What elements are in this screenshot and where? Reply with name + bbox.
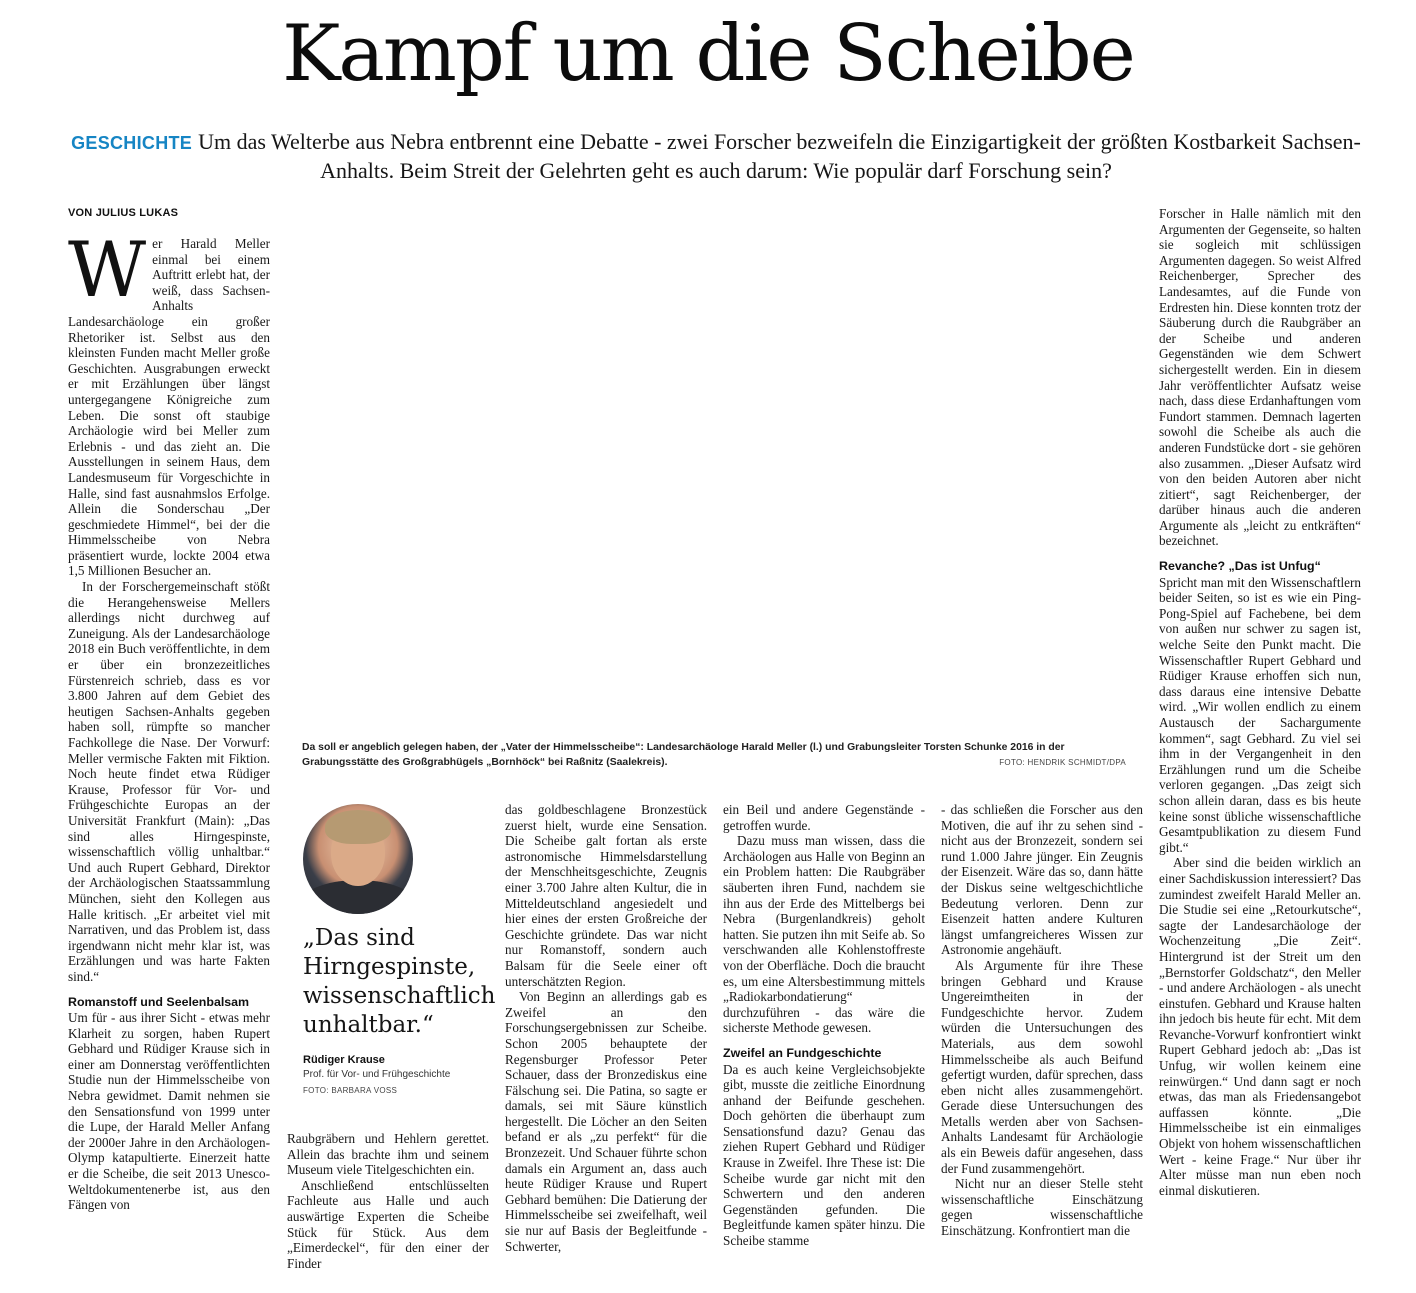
quote-credit: FOTO: BARBARA VOSS bbox=[303, 1086, 398, 1095]
byline: VON JULIUS LUKAS bbox=[68, 207, 179, 219]
column-5 bbox=[941, 802, 1143, 1239]
paragraph: Forscher in Halle nämlich mit den Argumenten der Gegenseite, so halten sie sogleich mit schlüssigen Argumenten dagegen. So weist Alfred Reichenberger, Sprecher des Landesamtes, auf die Funde von Erdresten hin. Diese konnten trotz der Säuberung durch die Raubgräber an der Scheibe und anderen Gegenständen wie dem Schwert sichergestellt werden. Ein in diesem Jahr veröffentlichter Aufsatz weise nach, dass diese Erdanhaftungen vom Fundort stammen. Demnach lagerten sowohl die Scheibe als auch die anderen Fundstücke dort - sie gehören also zusammen. „Dieser Aufsatz wird von den beiden Autoren aber nicht zitiert“, sagt Reichenberger, der darüber hinaus auch die anderen Argumente als „leicht zu entkräften“ bezeichnet. bbox=[1159, 206, 1361, 549]
column-3 bbox=[505, 802, 707, 1254]
kicker: GESCHICHTE bbox=[71, 133, 193, 153]
portrait-photo bbox=[303, 804, 413, 914]
paragraph: Um für - aus ihrer Sicht - etwas mehr Klarheit zu sorgen, haben Rupert Gebhard und Rüdiger Krause sich in einer am Donnerstag veröffentlichten Studie nun der Himmelsscheibe von Nebra gewidmet. Damit nehmen sie den Sensationsfund von 1999 unter die Lupe, der Harald Meller Anfang der 2000er Jahre in den Archäologen-Olymp katapultierte. Einerzeit hatte er die Scheibe, die seit 2013 Unesco-Weltdokumentenerbe ist, aus den Fängen von bbox=[68, 1010, 270, 1213]
column-4 bbox=[723, 802, 925, 1249]
paragraph: Anschließend entschlüsselten Fachleute aus Halle und auch auswärtige Experten die Scheibe Stück für Stück. Aus dem „Eimerdeckel“, für den einer der Finder bbox=[287, 1177, 489, 1271]
quote-role: Prof. für Vor- und Frühgeschichte bbox=[303, 1069, 451, 1080]
paragraph: er Harald Meller einmal bei einem Auftritt erlebt hat, der weiß, dass Sachsen-Anhalts Landesarchäologe ein großer Rhetoriker ist. Selbst aus den kleinsten Funden macht Meller große Geschichten. Ausgrabungen erweckt er mit Erzählungen über längst untergegangene Königreiche zum Leben. Die sonst oft staubige Archäologie wird bei Meller zum Erlebnis - und das zieht an. Die Ausstellungen in seinem Haus, dem Landesmuseum für Vorgeschichte in Halle, sind fast ausnahmslos Erfolge. Allein die Sonderschau „Der geschmiedete Himmel“, bei der die Himmelsscheibe von Nebra präsentiert wurde, lockte 2004 etwa 1,5 Millionen Besucher an. bbox=[68, 236, 270, 579]
headline: Kampf um die Scheibe bbox=[282, 9, 1134, 99]
paragraph: Da es auch keine Vergleichsobjekte gibt, musste die zeitliche Einordnung anhand der Beifunde geschehen. Doch gehörten die überhaupt zum Sensationsfund dazu? Genau das ziehen Rupert Gebhard und Rüdiger Krause in Zweifel. Ihre These ist: Die Scheibe wurde gar nicht mit den Schwertern und den anderen Gegenständen gefunden. Die Begleitfunde kamen später hinzu. Die Scheibe stamme bbox=[723, 1061, 925, 1249]
drop-cap: W bbox=[68, 225, 147, 314]
paragraph: das goldbeschlagene Bronzestück zuerst hielt, wurde eine Sensation. Die Scheibe galt fortan als erste astronomische Himmelsdarstellung der Menschheitsgeschichte, Zeugnis einer 3.700 Jahre alten Kultur, die in Mitteldeutschland angesiedelt und hier eines der ersten Großreiche der Geschichte gründete. Das war nicht nur Romanstoff, sondern auch Balsam für die Seele einer oft unterschätzten Region. bbox=[505, 802, 707, 989]
paragraph: Dazu muss man wissen, dass die Archäologen aus Halle von Beginn an ein Problem hatten: Die Raubgräber säuberten ihren Fund, nachdem sie ihn aus der Erde des Mittelbergs bei Nebra (Burgenlandkreis) geholt hatten. Sie putzen ihn mit Seife ab. So verschwanden alle Kohlenstoffreste von der Oberfläche. Doch die braucht es, um eine Altersbestimmung mittels „Radiokarbondatierung“ durchzuführen - das wäre die sicherste Methode gewesen. bbox=[723, 833, 925, 1036]
paragraph: In der Forschergemeinschaft stößt die Herangehensweise Mellers allerdings nicht durchweg auf Zuneigung. Als der Landesarchäologe 2018 ein Buch veröffentlichte, in dem er über ein bronzezeitliches Fürstenreich schrieb, dass es vor 3.800 Jahren auf dem Gebiet des heutigen Sachsen-Anhalts gegeben haben soll, rümpfte so mancher Fachkollege die Nase. Der Vorwurf: Meller vermische Fakten mit Fiktion. Noch heute findet etwa Rüdiger Krause, Professor für Vor- und Frühgeschichte Europas an der Universität Frankfurt (Main): „Das sind alles Hirngespinste, wissenschaftlich völlig unhaltbar.“ Und auch Rupert Gebhard, Direktor der Archäologischen Staatssammlung München, sieht den Kollegen aus Halle kritisch. „Er arbeitet viel mit Narrativen, und das Problem ist, dass irgendwann nicht mehr klar ist, was Erzählungen und was harte Fakten sind.“ bbox=[68, 579, 270, 984]
paragraph: ein Beil und andere Gegenstände - getroffen wurde. bbox=[723, 802, 925, 833]
paragraph: - das schließen die Forscher aus den Motiven, die auf ihr zu sehen sind - nicht aus der Bronzezeit, sondern sei rund 1.000 Jahre jünger. Ein Zeugnis der Eisenzeit. Wäre das so, dann hätte der Diskus seine weltgeschichtliche Bedeutung verloren. Denn zur Eisenzeit hatten andere Kulturen längst umfangreicheres Wissen zur Astronomie angehäuft. bbox=[941, 802, 1143, 958]
paragraph: Spricht man mit den Wissenschaftlern beider Seiten, so ist es wie ein Ping-Pong-Spiel auf Fachebene, bei dem von außen nur schwer zu sagen ist, welche Seite den Punkt macht. Die Wissenschaftler Rupert Gebhard und Rüdiger Krause erhoffen sich nun, dass daraus eine intensive Debatte wird. „Wir wollen endlich zu einem Austausch der Sachargumente kommen“, sagt Gebhard. Zu viel sei ihm in der Vergangenheit in den Erzählungen rund um die Scheibe verloren gegangen. „Das zeigt sich schon allein daran, dass es bis heute keine sonst übliche wissenschaftliche Gesamtpublikation zu diesem Fund gibt.“ bbox=[1159, 574, 1361, 855]
pull-quote: „Das sind Hirngespinste, wissenschaftlich unhaltbar.“ bbox=[303, 925, 496, 1038]
column-2 bbox=[287, 1131, 489, 1271]
teaser-text: Um das Welterbe aus Nebra entbrennt eine Debatte - zwei Forscher bezweifeln die Einzigartigkeit der größten Kostbarkeit Sachsen-Anhalts. Beim Streit der Gelehrten geht es auch darum: Wie populär darf Forschung sein? bbox=[198, 129, 1361, 183]
paragraph: Nicht nur an dieser Stelle steht wissenschaftliche Einschätzung gegen wissenschaftliche Einschätzung. Konfrontiert man die bbox=[941, 1176, 1143, 1239]
column-6 bbox=[1159, 206, 1361, 1198]
portrait-hair bbox=[325, 810, 391, 844]
column-1 bbox=[68, 225, 270, 1213]
subheading: Revanche? „Das ist Unfug“ bbox=[1159, 559, 1321, 574]
article-photo bbox=[300, 206, 1142, 734]
paragraph: Aber sind die beiden wirklich an einer Sachdiskussion interessiert? Das zumindest zweifelt Harald Meller an. Die Studie sei eine „Retourkutsche“, sagte der Landesarchäologe der Wochenzeitung „Die Zeit“. Hintergrund ist der Streit um den „Bernstorfer Goldschatz“, den Meller - und andere Archäologen - als unecht einstufen. Gebhard und Krause halten ihn jedoch bis heute für echt. Mit dem Revanche-Vorwurf konfrontiert winkt Rupert Gebhard jedoch ab: „Das ist Unfug, wir wollen keinem eine reinwürgen.“ Und dann sagt er noch etwas, das man als Friedensangebot auffassen könnte. „Die Himmelsscheibe ist ein einmaliges Objekt von hohem wissenschaftlichen Wert - keine Frage.“ Nur über ihr Alter müsse man nun eben noch einmal diskutieren. bbox=[1159, 855, 1361, 1198]
teaser bbox=[66, 128, 1366, 185]
photo-caption: Da soll er angeblich gelegen haben, der „Vater der Himmelsscheibe“: Landesarchäologe Harald Meller (l.) und Grabungsleiter Torsten Schunke 2016 in der Grabungsstätte des Großgrabhügels „Bornhöck“ bei Raßnitz (Saalekreis). bbox=[302, 742, 1065, 768]
subheading: Romanstoff und Seelenbalsam bbox=[68, 994, 250, 1009]
paragraph: Raubgräbern und Hehlern gerettet. Allein das brachte ihm und seinem Museum viele Titelgeschichten ein. bbox=[287, 1131, 489, 1178]
subheading: Zweifel an Fundgeschichte bbox=[723, 1045, 882, 1060]
photo-credit: FOTO: HENDRIK SCHMIDT/DPA bbox=[999, 758, 1126, 767]
paragraph: Von Beginn an allerdings gab es Zweifel an den Forschungsergebnissen zur Scheibe. Schon 2005 behauptete der Regensburger Professor Peter Schauer, dass der Bronzediskus eine Fälschung sei. Die Patina, so sagte er damals, sei mit Säure künstlich hergestellt. Die Löcher an den Seiten befand er als „zu perfekt“ für die Bronzezeit. Und Schauer führte schon damals ein Argument an, dass auch heute Rüdiger Krause und Rupert Gebhard bemühen: Die Datierung der Himmelsscheibe sei zweifelhaft, weil sie nur auf Basis der Begleitfunde - Schwerter, bbox=[505, 989, 707, 1254]
quote-name: Rüdiger Krause bbox=[303, 1054, 385, 1066]
paragraph: Als Argumente für ihre These bringen Gebhard und Krause Ungereimtheiten in der Fundgeschichte hervor. Zudem würden die Untersuchungen des Materials, aus dem sowohl Himmelsscheibe als auch Beifund gefertigt wurden, dafür sprechen, dass eben nicht alles zusammengehört. Gerade diese Untersuchungen des Metalls werden aber von Sachsen-Anhalts Landesamt für Archäologie als ein Beweis dafür angesehen, dass der Fund zusammengehört. bbox=[941, 957, 1143, 1176]
